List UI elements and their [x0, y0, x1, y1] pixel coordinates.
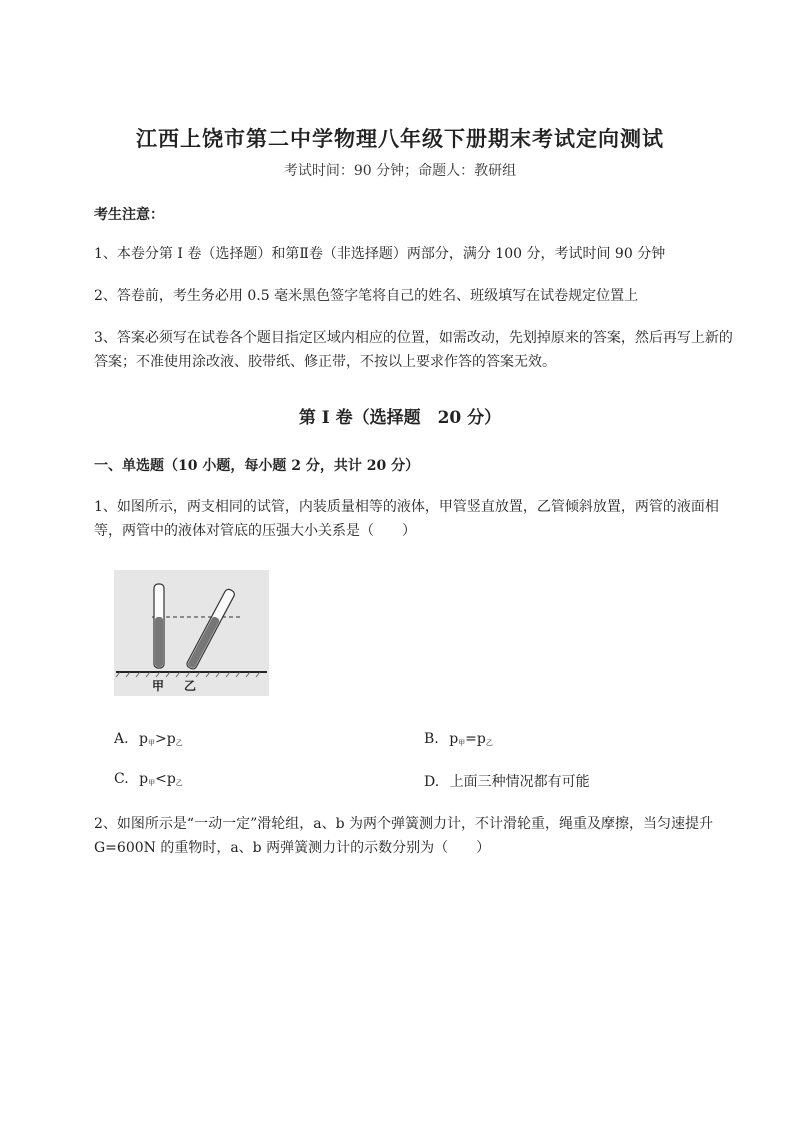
- exam-title: 江西上饶市第二中学物理八年级下册期末考试定向测试: [136, 126, 664, 151]
- notice-item-2: 2、答卷前，考生务必用 0.5 毫米黑色签字笔将自己的姓名、班级填写在试卷规定位置上: [94, 288, 639, 304]
- option-c[interactable]: C. $p_甲<p_乙$: [114, 771, 183, 787]
- tube-jia-liquid: [155, 617, 163, 667]
- tube-yi-liquid: [187, 616, 220, 669]
- question-2-text: 2、如图所示是“一动一定”滑轮组，a、b 为两个弹簧测力计，不计滑轮重，绳重及摩擦，当匀速提升 G=600N 的重物时，a、b 两弹簧测力计的示数分别为（ ）: [94, 816, 713, 856]
- question-group-heading: 一、单选题（10 小题，每小题 2 分，共计 20 分）: [94, 458, 420, 474]
- option-d[interactable]: D. 上面三种情况都有可能: [424, 774, 590, 790]
- tube-yi-label: 乙: [184, 679, 197, 693]
- question-1-text: 1、如图所示，两支相同的试管，内装质量相等的液体，甲管竖直放置，乙管倾斜放置，两管的液面相等，两管中的液体对管底的压强大小关系是（ ）: [94, 499, 719, 539]
- exam-subtitle: 考试时间：90 分钟；命题人：教研组: [283, 163, 517, 179]
- notice-item-3: 3、答案必须写在试卷各个题目指定区域内相应的位置，如需改动，先划掉原来的答案，然后再写上新的答案；不准使用涂改液、胶带纸、修正带，不按以上要求作答的答案无效。: [94, 330, 733, 370]
- section-title: 第 I 卷（选择题 20 分）: [298, 408, 502, 428]
- test-tube-illustration: [114, 570, 269, 696]
- tube-jia-label: 甲: [152, 679, 165, 693]
- notice-item-1: 1、本卷分第 I 卷（选择题）和第Ⅱ卷（非选择题）两部分，满分 100 分，考试时间 90 分钟: [94, 246, 666, 262]
- option-b[interactable]: B. $p_甲=p_乙$: [424, 731, 493, 747]
- option-a[interactable]: A. $p_甲>p_乙$: [114, 731, 183, 747]
- test-tube-figure: [114, 570, 269, 696]
- notice-heading: 考生注意：: [94, 207, 164, 223]
